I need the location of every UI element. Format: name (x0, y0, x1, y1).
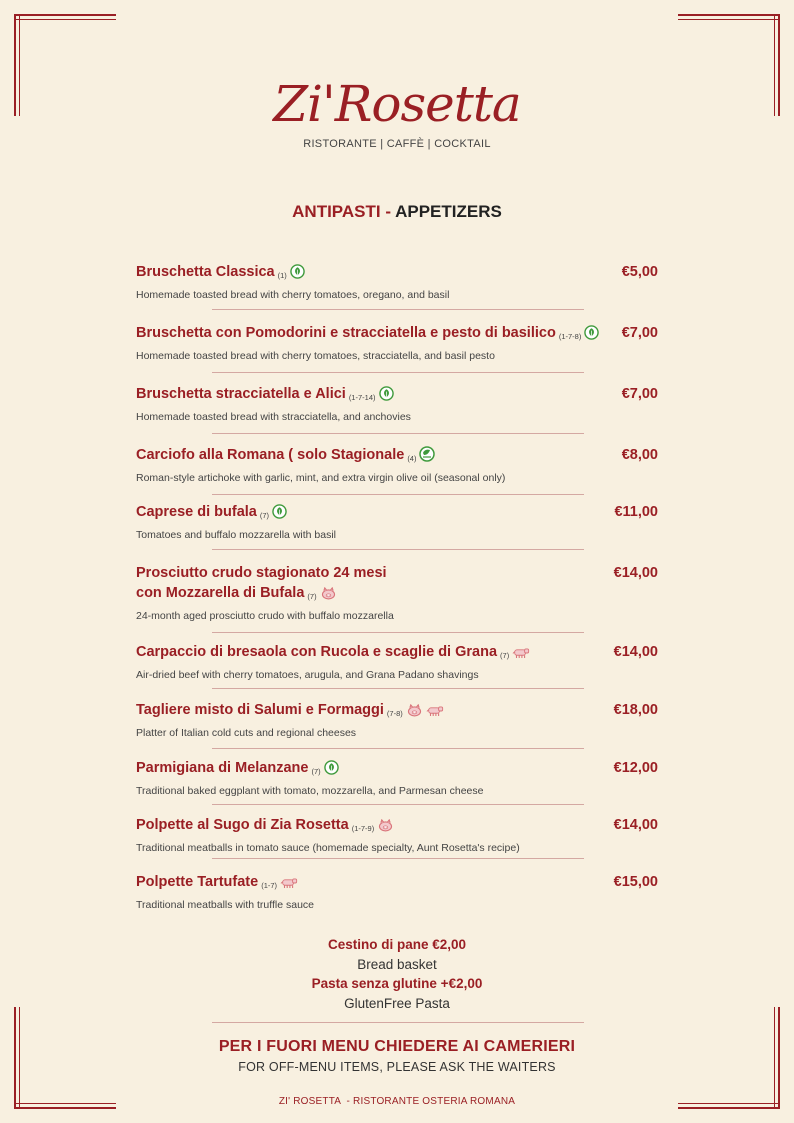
vegetarian-icon (290, 264, 305, 279)
item-description: Homemade toasted bread with stracciatella, and anchovies (136, 411, 411, 423)
restaurant-logo (0, 74, 794, 150)
divider (212, 372, 584, 373)
pork-icon (406, 704, 423, 717)
item-name-text: Bruschetta Classica (136, 264, 275, 280)
footer-restaurant-line: ZI' ROSETTA - RISTORANTE OSTERIA ROMANA (278, 1096, 516, 1107)
item-name-text: Polpette Tartufate (136, 874, 259, 890)
item-price: €14,00 (613, 644, 658, 660)
pork-icon (320, 587, 337, 600)
item-name (136, 563, 658, 607)
allergen-codes: (7) (307, 592, 317, 601)
pork-icon (377, 819, 394, 832)
off-menu-note-it: PER I FUORI MENU CHIEDERE AI CAMERIERI (218, 1038, 576, 1055)
item-name (136, 700, 658, 724)
item-description: Traditional baked eggplant with tomato, mozzarella, and Parmesan cheese (136, 785, 484, 797)
bread-basket-it: Cestino di pane €2,00 (327, 937, 467, 952)
item-description: Air-dried beef with cherry tomatoes, arugula, and Grana Padano shavings (136, 669, 479, 681)
gluten-free-en: GlutenFree Pasta (344, 995, 450, 1011)
menu-item (136, 700, 658, 741)
item-price: €18,00 (613, 702, 658, 718)
vegan-icon (419, 446, 435, 462)
item-price: €15,00 (613, 874, 658, 890)
item-description: Traditional meatballs in tomato sauce (homemade specialty, Aunt Rosetta's recipe) (136, 842, 520, 854)
menu-item (136, 815, 658, 856)
off-menu-note (0, 1038, 794, 1074)
item-name-text: Bruschetta stracciatella e Alici (136, 386, 346, 402)
logo-tagline: RISTORANTE | CAFFÈ | COCKTAIL (303, 138, 491, 150)
divider (212, 632, 584, 633)
divider (212, 688, 584, 689)
logo-name: Zi'Rosetta (273, 75, 521, 133)
item-name-line2-text: con Mozzarella di Bufala (136, 585, 305, 601)
item-description: Homemade toasted bread with cherry tomatoes, stracciatella, and basil pesto (136, 350, 495, 362)
item-name (136, 323, 658, 347)
allergen-codes: (7-8) (386, 709, 403, 718)
off-menu-note-en: FOR OFF-MENU ITEMS, PLEASE ASK THE WAITERS (238, 1060, 556, 1074)
beef-icon (426, 705, 444, 717)
item-name-text: Carpaccio di bresaola con Rucola e scaglie di Grana (136, 644, 498, 660)
divider (212, 748, 584, 749)
menu-item (136, 323, 658, 364)
allergen-codes: (7) (259, 511, 270, 520)
allergen-codes: (1-7) (261, 881, 278, 890)
item-price: €11,00 (614, 504, 658, 520)
extras-block (0, 935, 794, 1013)
item-price: €14,00 (613, 565, 658, 581)
item-name-text: Tagliere misto di Salumi e Formaggi (136, 702, 384, 718)
divider (212, 309, 584, 310)
bread-basket-en: Bread basket (357, 956, 437, 972)
item-name-text: Polpette al Sugo di Zia Rosetta (136, 817, 349, 833)
vegetarian-icon (584, 325, 599, 340)
item-name (136, 445, 658, 469)
menu-item (136, 384, 658, 425)
item-price: €7,00 (621, 386, 658, 402)
divider (212, 804, 584, 805)
item-name (136, 758, 658, 782)
allergen-codes: (1) (277, 271, 287, 280)
item-name (136, 815, 658, 839)
item-name-text: Carciofo alla Romana ( solo Stagionale (136, 447, 405, 463)
allergen-codes: (1-7-9) (351, 824, 375, 833)
divider (212, 494, 584, 495)
section-title-english: APPETIZERS (395, 202, 502, 221)
divider (212, 1022, 584, 1023)
item-description: Platter of Italian cold cuts and regional cheeses (136, 727, 357, 739)
vegetarian-icon (379, 386, 394, 401)
allergen-codes: (1-7-14) (348, 393, 376, 402)
menu-item (136, 758, 658, 799)
allergen-codes: (7) (311, 767, 321, 776)
item-name (136, 642, 658, 666)
item-description: 24-month aged prosciutto crudo with buffalo mozzarella (136, 610, 394, 622)
menu-item (136, 563, 658, 624)
divider (212, 433, 584, 434)
item-name (136, 384, 658, 408)
item-name (136, 872, 658, 896)
gluten-free-it: Pasta senza glutine +€2,00 (311, 976, 483, 991)
item-price: €12,00 (613, 760, 658, 776)
menu-item (136, 445, 658, 486)
item-name (136, 502, 658, 526)
divider (212, 858, 584, 859)
beef-icon (280, 877, 298, 889)
beef-icon (512, 647, 530, 659)
vegetarian-icon (324, 760, 339, 775)
section-title-italian: ANTIPASTI - (292, 202, 391, 221)
vegetarian-icon (272, 504, 287, 519)
divider (212, 549, 584, 550)
allergen-codes: (1-7-8) (558, 332, 582, 341)
menu-item (136, 262, 658, 303)
allergen-codes: (7) (500, 651, 510, 660)
allergen-codes: (4) (407, 454, 417, 463)
section-title (0, 202, 794, 222)
item-description: Roman-style artichoke with garlic, mint, and extra virgin olive oil (seasonal only) (136, 472, 506, 484)
item-name-text: Parmigiana di Melanzane (136, 760, 309, 776)
item-name-text: Caprese di bufala (136, 504, 257, 520)
item-description: Homemade toasted bread with cherry tomatoes, oregano, and basil (136, 289, 450, 301)
item-description: Traditional meatballs with truffle sauce (136, 899, 315, 911)
item-price: €5,00 (621, 264, 658, 280)
menu-item (136, 502, 658, 543)
item-price: €8,00 (621, 447, 658, 463)
item-description: Tomatoes and buffalo mozzarella with basil (136, 529, 336, 541)
item-price: €14,00 (613, 817, 658, 833)
menu-item (136, 872, 658, 913)
item-price: €7,00 (621, 325, 658, 341)
item-name (136, 262, 658, 286)
item-name-text: Prosciutto crudo stagionato 24 mesi (136, 565, 387, 581)
item-name-line2 (136, 583, 658, 607)
item-name-text: Bruschetta con Pomodorini e stracciatella e pesto di basilico (136, 325, 556, 341)
menu-item (136, 642, 658, 683)
